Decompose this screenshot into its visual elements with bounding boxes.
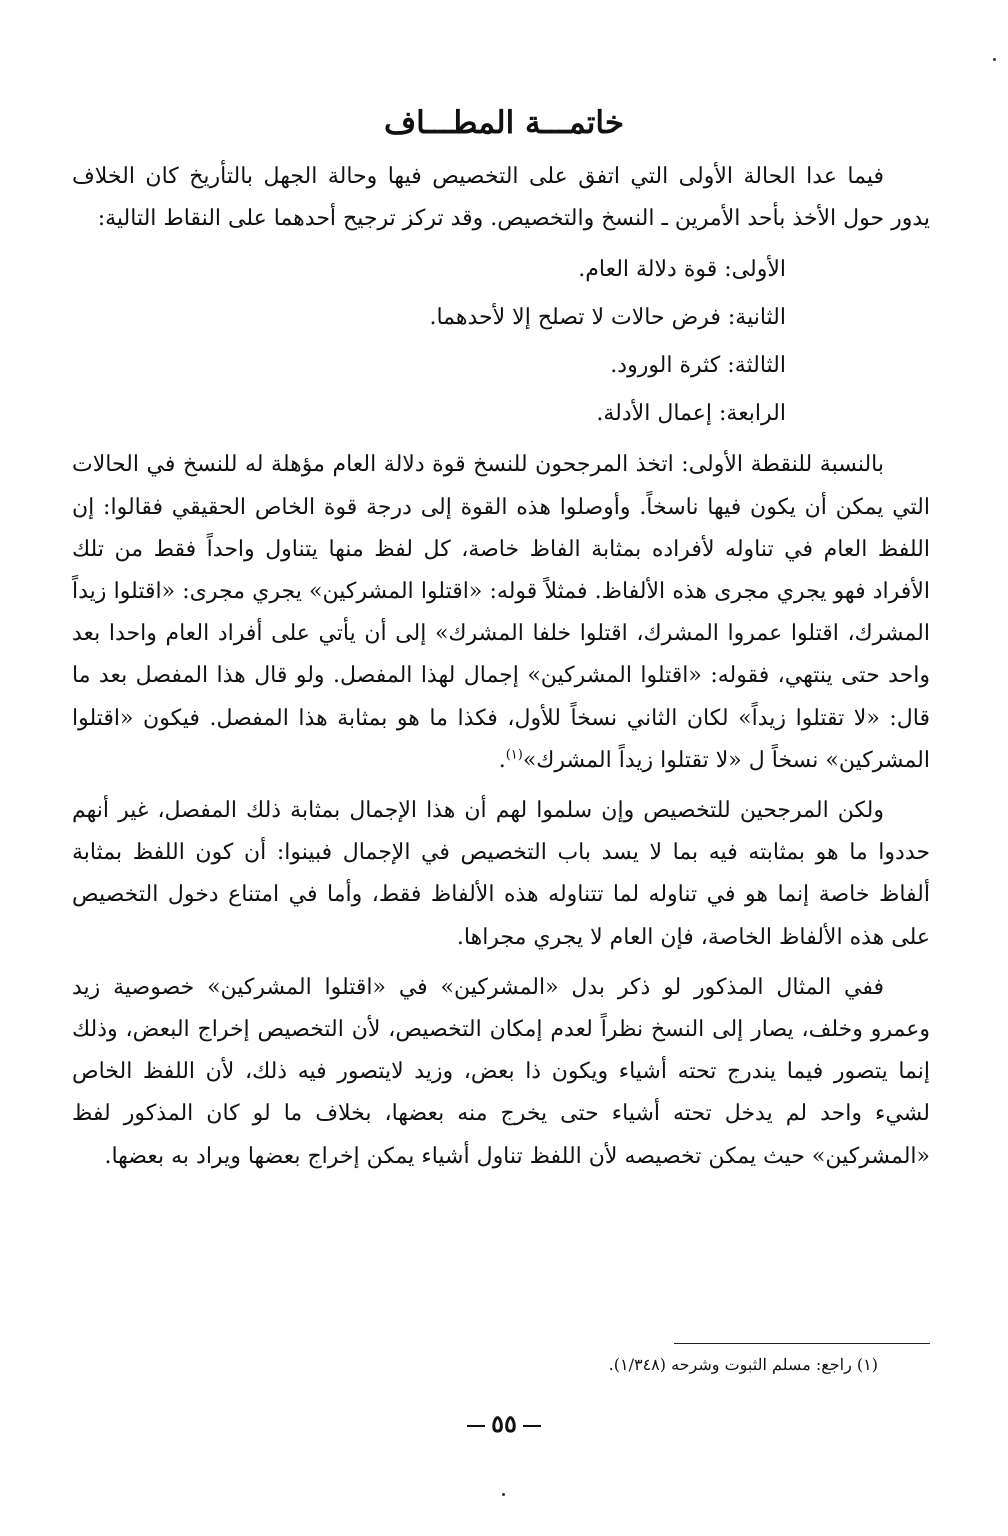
point-label: الثالثة:	[727, 353, 786, 379]
scan-speck	[502, 1493, 505, 1496]
footnote: (١) راجع: مسلم الثبوت وشرحه (١/٣٤٨).	[608, 1355, 878, 1374]
scan-speck	[993, 58, 996, 61]
point-text: فرض حالات لا تصلح إلا لأحدهما.	[429, 305, 721, 331]
page-title: خاتمـــة المطـــاف	[383, 105, 625, 141]
list-item	[72, 390, 930, 438]
page-number-dash	[467, 1425, 485, 1427]
page-number-dash	[523, 1425, 541, 1427]
point-text: كثرة الورود.	[610, 353, 721, 379]
paragraph-end: .	[498, 747, 506, 773]
footnote-reference[interactable]: (١)	[505, 747, 523, 763]
footnote-divider	[674, 1343, 930, 1344]
list-item	[72, 246, 930, 294]
point-label: الرابعة:	[718, 401, 786, 427]
list-item	[72, 342, 930, 390]
list-item	[72, 294, 930, 342]
paragraph-specialists: ولكن المرجحين للتخصيص وإن سلموا لهم أن هذا الإجمال بمثابة ذلك المفصل، غير أنهم حددوا ما هو بمثابته فيه بما لا يسد باب التخصيص في الإجمال فبينوا: أن كون اللفظ بمثابة ألفاظ خاصة إنما هو في تناوله لما تتناوله هذه الألفاظ فقط، وأما في امتناع دخول التخصيص على هذه الألفاظ الخاصة، فإن العام لا يجري مجراها.	[72, 798, 930, 950]
point-label: الأولى:	[724, 257, 786, 283]
paragraph-first-point	[72, 444, 930, 782]
point-text: قوة دلالة العام.	[578, 257, 718, 283]
points-list	[72, 246, 930, 438]
point-label: الثانية:	[727, 305, 786, 331]
page-number	[0, 1404, 1008, 1444]
paragraph-text: بالنسبة للنقطة الأولى: اتخذ المرجحون للنسخ قوة دلالة العام مؤهلة له للنسخ في الحالات التي يمكن أن يكون فيها ناسخاً. وأوصلوا هذه القوة إلى درجة قوة الخاص الحقيقي فقالوا: إن اللفظ العام في تناوله لأفراده بمثابة الفاظ خاصة، كل لفظ منها يتناول واحداً فقط من تلك الأفراد فهو يجري مجرى هذه الألفاظ. فمثلاً قوله: «اقتلوا المشركين» يجري مجرى: «اقتلوا زيداً المشرك، اقتلوا عمروا المشرك، اقتلوا خلفا المشرك» إلى أن يأتي على أفراد العام واحدا بعد واحد حتى ينتهي، فقوله: «اقتلوا المشركين» إجمال لهذا المفصل. ولو قال هذا المفصل بعد ما قال: «لا تقتلوا زيداً» لكان الثاني نسخاً للأول، فكذا ما هو بمثابة هذا المفصل. فيكون «اقتلوا المشركين» نسخاً ل «لا تقتلوا زيداً المشرك»	[72, 452, 931, 773]
page-number-value: ٥٥	[491, 1409, 517, 1438]
intro-paragraph: فيما عدا الحالة الأولى التي اتفق على التخصيص فيها وحالة الجهل بالتأريخ كان الخلاف يدور حول الأخذ بأحد الأمرين ـ النسخ والتخصيص. وقد تركز ترجيح أحدهما على النقاط التالية:	[72, 164, 930, 232]
paragraph-example: ففي المثال المذكور لو ذكر بدل «المشركين» في «اقتلوا المشركين» خصوصية زيد وعمرو وخلف، يصار إلى النسخ نظراً لعدم إمكان التخصيص، لأن التخصيص إخراج البعض، وذلك إنما يتصور فيما يندرج تحته أشياء ويكون ذا بعض، وزيد لايتصور فيه ذلك، لأن اللفظ الخاص لشيء واحد لم يدخل تحته أشياء حتى يخرج منه بعضها، بخلاف ما لو كان المذكور لفظ «المشركين» حيث يمكن تخصيصه لأن اللفظ تناول أشياء يمكن إخراج بعضها ويراد به بعضها.	[72, 974, 930, 1169]
main-text	[72, 156, 930, 1178]
point-text: إعمال الأدلة.	[596, 401, 712, 427]
